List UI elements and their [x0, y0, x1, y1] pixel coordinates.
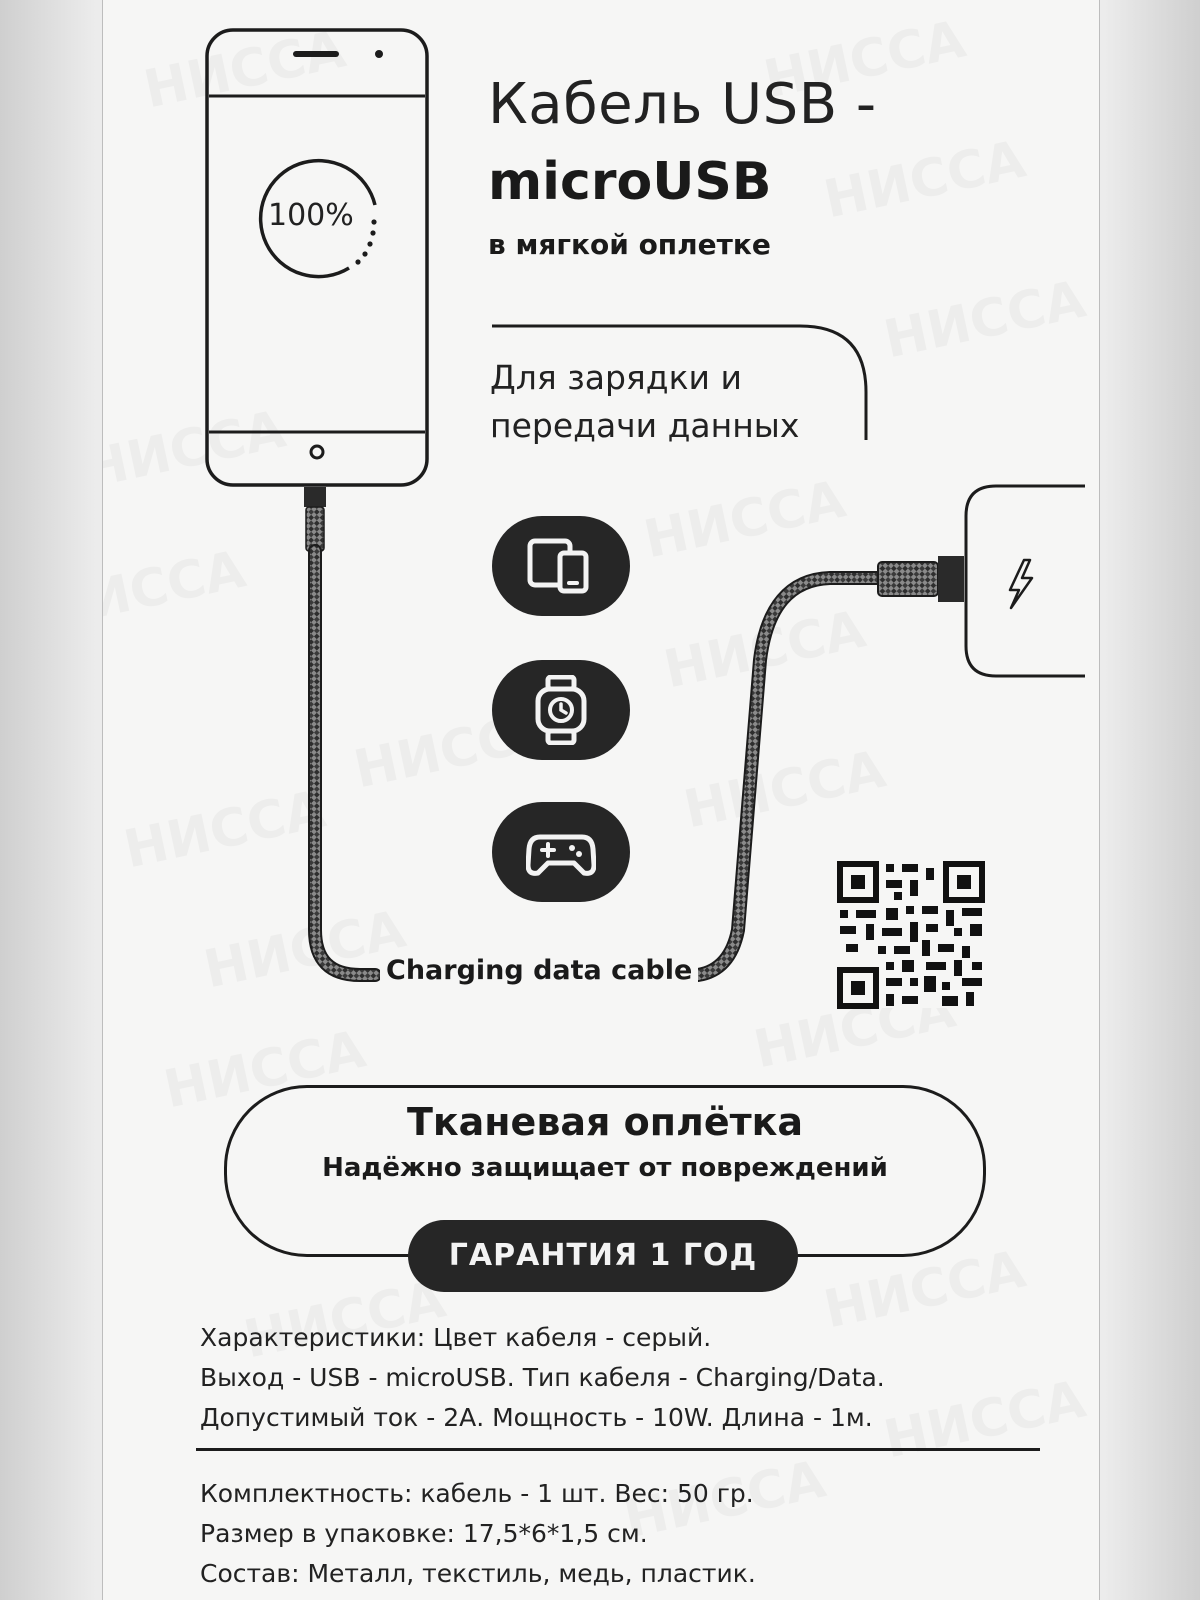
- spec-line: Характеристики: Цвет кабеля - серый.: [200, 1323, 712, 1352]
- braided-cable: [315, 551, 878, 975]
- divider: [196, 1448, 1040, 1451]
- warranty-badge: ГАРАНТИЯ 1 ГОД: [408, 1220, 798, 1292]
- purpose-line2: передачи данных: [490, 406, 800, 445]
- micro-usb-connector: [304, 487, 326, 551]
- qr-code: [838, 862, 984, 1008]
- phone-icon: [207, 30, 427, 485]
- feature-description: Надёжно защищает от повреждений: [322, 1153, 888, 1183]
- purpose-line1: Для зарядки и: [490, 358, 742, 397]
- battery-percentage: 100%: [268, 198, 354, 233]
- product-title-line2: microUSB: [488, 152, 772, 212]
- tablet-phone-pill: [492, 516, 630, 616]
- feature-title: Тканевая оплётка: [406, 1100, 804, 1144]
- gamepad-icon: [526, 817, 596, 887]
- smartwatch-icon: [526, 675, 596, 745]
- product-subtitle: в мягкой оплетке: [488, 228, 771, 261]
- package-line: Состав: Металл, текстиль, медь, пластик.: [200, 1559, 756, 1588]
- smartwatch-pill: [492, 660, 630, 760]
- package-line: Размер в упаковке: 17,5*6*1,5 см.: [200, 1519, 648, 1548]
- cable-label: Charging data cable: [380, 955, 698, 986]
- package-line: Комплектность: кабель - 1 шт. Вес: 50 гр.: [200, 1479, 754, 1508]
- spec-line: Допустимый ток - 2А. Мощность - 10W. Длина - 1м.: [200, 1403, 873, 1432]
- purpose-text: [490, 354, 799, 450]
- charger-block: [966, 486, 1085, 676]
- usb-connector: [878, 556, 964, 602]
- product-title-line1: Кабель USB -: [488, 72, 877, 137]
- package-info: [200, 1474, 756, 1594]
- specifications: [200, 1318, 885, 1438]
- lightning-icon: [1010, 560, 1032, 608]
- spec-line: Выход - USB - microUSB. Тип кабеля - Charging/Data.: [200, 1363, 885, 1392]
- tablet-phone-icon: [526, 531, 596, 601]
- gamepad-pill: [492, 802, 630, 902]
